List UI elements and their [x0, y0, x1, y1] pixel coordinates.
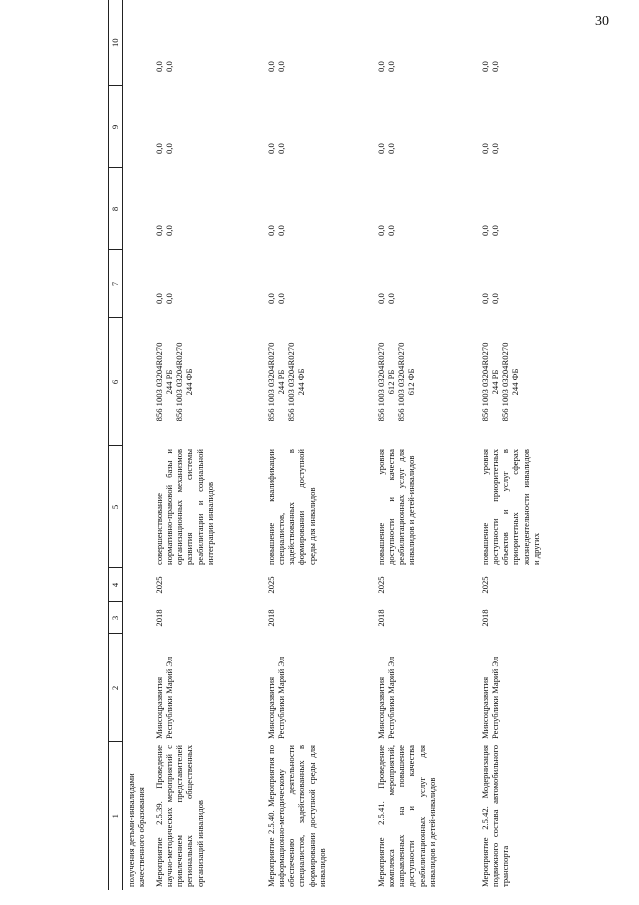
start-year: 2018: [154, 609, 164, 627]
budget-code: 856 1003 03204R0270: [266, 342, 276, 422]
col-header-2: 2: [109, 634, 123, 742]
budget-code: 856 1003 03204R0270: [480, 342, 490, 422]
page-number: 30: [595, 14, 609, 29]
col-header-5: 5: [109, 446, 123, 568]
col-header-10: 10: [109, 0, 123, 86]
value-col-10: 0,0 0,0: [480, 61, 501, 72]
intro-text: получения детьми-инвалидами качественного образования: [126, 773, 147, 887]
value-col-10: 0,0 0,0: [266, 61, 287, 72]
expected-result: повышение квалификации специалистов, задействованных в формировании доступной среды для инвалидов: [266, 449, 317, 565]
measure-title: Мероприятие 2.5.39. Проведение научно-методических мероприятий с привлечением представителей региональных общественных организаций инвалидов: [154, 745, 205, 887]
budget-code-cell: [151, 318, 263, 446]
budget-type: 612 ФБ: [406, 368, 417, 396]
expected-result: совершенствование нормативно-правовой базы и организационных механизмов развития системы реабилитации и социальной интеграции инвалидов: [154, 449, 215, 565]
col-header-1: 1: [110, 814, 120, 819]
budget-type: 244 ФБ: [510, 368, 521, 396]
budget-code: 856 1003 03204R0270: [376, 342, 386, 422]
executor: Минсоцразвития Республики Марий Эл: [480, 656, 501, 739]
col-header-9: 9: [109, 86, 123, 168]
table-row: [151, 0, 263, 890]
value-col-9: 0,0 0,0: [266, 143, 287, 154]
col-header-7: 7: [109, 250, 123, 318]
budget-code: 856 1003 03204R0270: [500, 342, 511, 422]
start-year: 2018: [266, 609, 276, 627]
col-header-4: 4: [109, 568, 123, 602]
value-col-7: 0,0 0,0: [480, 293, 501, 304]
value-col-10: 0,0 0,0: [154, 61, 175, 72]
column-header-row: [109, 0, 123, 890]
budget-code-cell: [263, 318, 373, 446]
budget-code: 856 1003 03204R0270: [174, 342, 185, 422]
col-header-3: 3: [109, 602, 123, 634]
value-col-9: 0,0 0,0: [154, 143, 175, 154]
budget-code-cell: [477, 318, 577, 446]
end-year: 2025: [266, 576, 276, 594]
value-col-10: 0,0 0,0: [376, 61, 397, 72]
budget-type: 244 РБ: [164, 369, 175, 395]
value-col-9: 0,0 0,0: [480, 143, 501, 154]
value-col-8: 0,0 0,0: [376, 225, 397, 236]
executor: Минсоцразвития Республики Марий Эл: [154, 656, 175, 739]
value-col-7: 0,0 0,0: [154, 293, 175, 304]
program-measures-table: [108, 0, 577, 890]
executor: Минсоцразвития Республики Марий Эл: [266, 656, 287, 739]
budget-code: 856 1003 03204R0270: [286, 342, 297, 422]
value-col-9: 0,0 0,0: [376, 143, 397, 154]
budget-type: 244 ФБ: [296, 368, 307, 396]
col-header-6: 6: [109, 318, 123, 446]
end-year: 2025: [376, 576, 386, 594]
budget-type: 244 РБ: [276, 369, 287, 395]
end-year: 2025: [154, 576, 164, 594]
table-row: [373, 0, 477, 890]
start-year: 2018: [480, 609, 490, 627]
col-header-8: 8: [109, 168, 123, 250]
table-row: [477, 0, 577, 890]
start-year: 2018: [376, 609, 386, 627]
budget-type: 244 ФБ: [184, 368, 195, 396]
expected-result: повышение уровня доступности и качества реабилитационных услуг для инвалидов и детей-инвалидов: [376, 449, 417, 565]
intro-row: [123, 0, 152, 890]
value-col-7: 0,0 0,0: [266, 293, 287, 304]
measure-title: Мероприятие 2.5.42. Модернизация подвижного состава автомобильного транспорта: [480, 745, 511, 887]
measure-title: Мероприятие 2.5.41. Проведение комплекса мероприятий, направленных на повышение доступности и качества реабилитационных услуг для инвалидов и детей-инвалидов: [376, 745, 437, 887]
value-col-8: 0,0 0,0: [480, 225, 501, 236]
rotated-table-page: [108, 0, 638, 890]
expected-result: повышение уровня доступности приоритетных объектов и услуг в приоритетных сферах жизнедеятельности инвалидов и других: [480, 449, 541, 565]
budget-type: 612 РБ: [386, 369, 397, 395]
budget-code: 856 1003 03204R0270: [154, 342, 164, 422]
executor: Минсоцразвития Республики Марий Эл: [376, 656, 397, 739]
value-col-7: 0,0 0,0: [376, 293, 397, 304]
budget-code: 856 1003 03204R0270: [396, 342, 407, 422]
measure-title: Мероприятие 2.5.40. Мероприятия по информационно-методическому обеспечению деятельности специалистов, задействованных в формировании доступной среды для инвалидов: [266, 745, 327, 887]
end-year: 2025: [480, 576, 490, 594]
value-col-8: 0,0 0,0: [154, 225, 175, 236]
budget-code-cell: [373, 318, 477, 446]
table-row: [263, 0, 373, 890]
value-col-8: 0,0 0,0: [266, 225, 287, 236]
budget-type: 244 РБ: [490, 369, 501, 395]
